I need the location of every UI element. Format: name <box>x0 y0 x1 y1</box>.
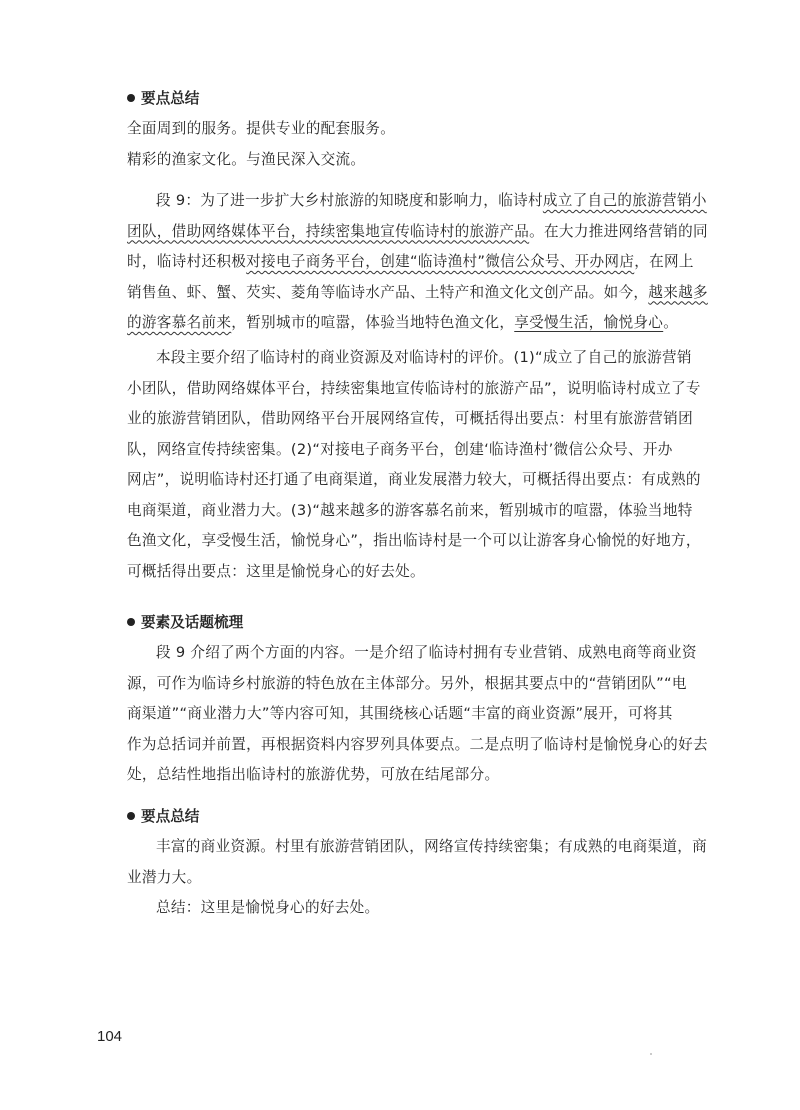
paragraph-9 <box>127 186 708 339</box>
summary-line: 全面周到的服务。提供专业的配套服务。 <box>127 120 396 137</box>
scan-speck <box>650 1053 652 1055</box>
analysis-line: 本段主要介绍了临诗村的商业资源及对临诗村的评价。(1)“成立了自己的旅游营销 <box>156 349 692 366</box>
para9-line: 销售鱼、虾、蟹、芡实、菱角等临诗水产品、土特产和渔文化文创产品。如今，越来越多 <box>127 283 708 301</box>
summary-line: 业潜力大。 <box>127 868 202 886</box>
analysis-line: 电商渠道，商业潜力大。(3)“越来越多的游客慕名前来，暂别城市的喧嚣，体验当地特 <box>127 501 693 519</box>
section-heading: 要点总结 <box>127 802 702 832</box>
para9-line: 团队，借助网络媒体平台，持续密集地宣传临诗村的旅游产品。在大力推进网络营销的同 <box>127 222 708 240</box>
analysis-line: 色渔文化，享受慢生活，愉悦身心”，指出临诗村是一个可以让游客身心愉悦的好地方， <box>127 532 701 549</box>
topic-line: 商渠道”“商业潜力大”等内容可知，其围绕核心话题“丰富的商业资源”展开，可将其 <box>127 705 673 722</box>
summary-line: 总结：这里是愉悦身心的好去处。 <box>156 899 380 916</box>
analysis-line: 小团队，借助网络媒体平台，持续密集地宣传临诗村的旅游产品”，说明临诗村成立了专 <box>127 379 701 397</box>
key-points-section-1 <box>127 84 702 175</box>
summary-line: 丰富的商业资源。村里有旅游营销团队，网络宣传持续密集；有成熟的电商渠道，商 <box>156 838 708 855</box>
topic-line: 处，总结性地指出临诗村的旅游优势，可放在结尾部分。 <box>127 766 500 783</box>
summary-line: 精彩的渔家文化。与渔民深入交流。 <box>127 150 366 168</box>
analysis-line: 网店”，说明临诗村还打通了电商渠道，商业发展潜力较大，可概括得出要点：有成熟的 <box>127 471 701 488</box>
analysis-line: 业的旅游营销团队，借助网络平台开展网络宣传，可概括得出要点：村里有旅游营销团 <box>127 410 693 427</box>
analysis-line: 可概括得出要点：这里是愉悦身心的好去处。 <box>127 562 425 580</box>
analysis-paragraph <box>127 343 702 587</box>
key-points-section-2 <box>127 802 708 924</box>
topic-line: 源，可作为临诗乡村旅游的特色放在主体部分。另外，根据其要点中的“营销团队”“电 <box>127 674 687 692</box>
bullet-icon <box>127 812 135 820</box>
para9-line: 的游客慕名前来，暂别城市的喧嚣，体验当地特色渔文化，享受慢生活，愉悦身心。 <box>127 314 679 331</box>
section-heading: 要点总结 <box>127 84 702 114</box>
para9-line: 时，临诗村还积极对接电子商务平台，创建“临诗渔村”微信公众号、开办网店，在网上 <box>127 253 694 270</box>
bullet-icon <box>127 618 135 626</box>
topic-line: 作为总括词并前置，再根据资料内容罗列具体要点。二是点明了临诗村是愉悦身心的好去 <box>127 735 708 753</box>
analysis-line: 队，网络宣传持续密集。(2)“对接电子商务平台，创建‘临诗渔村’微信公众号、开办 <box>127 440 673 458</box>
page-number: 104 <box>97 1028 123 1045</box>
elements-topics-section <box>127 608 708 791</box>
para9-line: 段 9：为了进一步扩大乡村旅游的知晓度和影响力，临诗村成立了自己的旅游营销小 <box>156 192 707 209</box>
bullet-icon <box>127 94 135 102</box>
section-heading: 要素及话题梳理 <box>127 608 702 638</box>
topic-line: 段 9 介绍了两个方面的内容。一是介绍了临诗村拥有专业营销、成熟电商等商业资 <box>156 644 697 661</box>
